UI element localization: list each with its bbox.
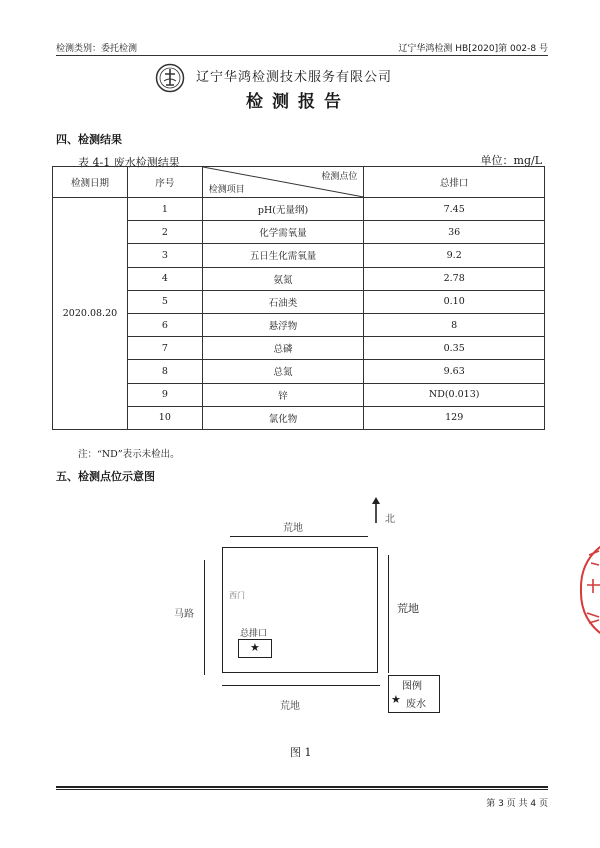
star-icon: ★	[391, 693, 401, 706]
table-note: 注：“ND”表示未检出。	[78, 449, 180, 460]
bottom-boundary-line	[222, 685, 380, 686]
seq-cell: 4	[127, 267, 202, 290]
company-logo-icon	[155, 63, 185, 93]
section-heading-results: 四、检测结果	[56, 133, 122, 146]
value-cell: 36	[364, 221, 545, 244]
item-cell: 化学需氧量	[202, 221, 364, 244]
item-cell: pH(无量纲)	[202, 198, 364, 221]
right-boundary-line	[388, 555, 389, 673]
legend-item-wastewater: 废水	[406, 699, 426, 710]
item-cell: 总磷	[202, 337, 364, 360]
seq-cell: 6	[127, 313, 202, 336]
value-cell: ND(0.013)	[364, 383, 545, 406]
table-caption: 表 4-1 废水检测结果	[78, 156, 180, 169]
star-icon: ★	[250, 641, 260, 654]
value-cell: 9.2	[364, 244, 545, 267]
label-outlet: 总排口	[240, 629, 268, 639]
company-name: 辽宁华鸿检测技术服务有限公司	[196, 70, 393, 85]
item-cell: 氨氮	[202, 267, 364, 290]
label-wasteland-top: 荒地	[283, 523, 303, 534]
north-label: 北	[385, 514, 395, 525]
value-cell: 2.78	[364, 267, 545, 290]
page-number: 第 3 页 共 4 页	[486, 799, 548, 809]
col-header-seq: 序号	[127, 167, 202, 198]
legend-title: 图例	[402, 681, 422, 692]
value-cell: 7.45	[364, 198, 545, 221]
results-table	[52, 166, 545, 430]
col-header-item: 检测项目	[208, 185, 245, 195]
section-heading-map: 五、检测点位示意图	[56, 470, 155, 483]
red-seal-stamp-icon	[575, 535, 600, 645]
header-divider	[56, 55, 548, 56]
item-cell: 五日生化需氧量	[202, 244, 364, 267]
label-west-gate: 西门	[229, 591, 245, 600]
seq-cell: 9	[127, 383, 202, 406]
seq-cell: 5	[127, 290, 202, 313]
item-cell: 悬浮物	[202, 313, 364, 336]
seq-cell: 2	[127, 221, 202, 244]
sampling-point-diagram	[160, 495, 480, 725]
report-title: 检测报告	[246, 92, 350, 112]
outlet-marker-box	[238, 639, 272, 658]
item-cell: 石油类	[202, 290, 364, 313]
report-number: 辽宁华鸿检测 HB[2020]第 002-8 号	[398, 44, 548, 54]
seq-cell: 1	[127, 198, 202, 221]
footer-divider-thick	[56, 786, 548, 788]
label-road: 马路	[174, 609, 194, 620]
table-row	[53, 198, 545, 221]
seq-cell: 7	[127, 337, 202, 360]
north-arrow-icon	[370, 495, 382, 525]
top-boundary-line	[230, 536, 368, 537]
value-cell: 0.35	[364, 337, 545, 360]
label-wasteland-bottom: 荒地	[280, 701, 300, 712]
value-cell: 9.63	[364, 360, 545, 383]
table-unit: 单位：mg/L	[480, 154, 542, 167]
col-header-diagonal	[202, 167, 364, 198]
value-cell: 129	[364, 406, 545, 429]
legend-box	[388, 675, 440, 713]
item-cell: 锌	[202, 383, 364, 406]
table-header-row	[53, 167, 545, 198]
seq-cell: 8	[127, 360, 202, 383]
value-cell: 8	[364, 313, 545, 336]
item-cell: 总氮	[202, 360, 364, 383]
seq-cell: 10	[127, 406, 202, 429]
footer-divider-thin	[56, 789, 548, 790]
col-header-date: 检测日期	[53, 167, 128, 198]
report-category: 检测类别：委托检测	[56, 44, 138, 54]
value-cell: 0.10	[364, 290, 545, 313]
seq-cell: 3	[127, 244, 202, 267]
item-cell: 氯化物	[202, 406, 364, 429]
figure-caption: 图 1	[290, 746, 312, 759]
road-line	[204, 560, 205, 675]
date-cell: 2020.08.20	[53, 198, 128, 430]
col-header-outlet: 总排口	[364, 167, 545, 198]
label-wasteland-right: 荒地	[397, 602, 419, 615]
col-header-point: 检测点位	[321, 172, 358, 182]
